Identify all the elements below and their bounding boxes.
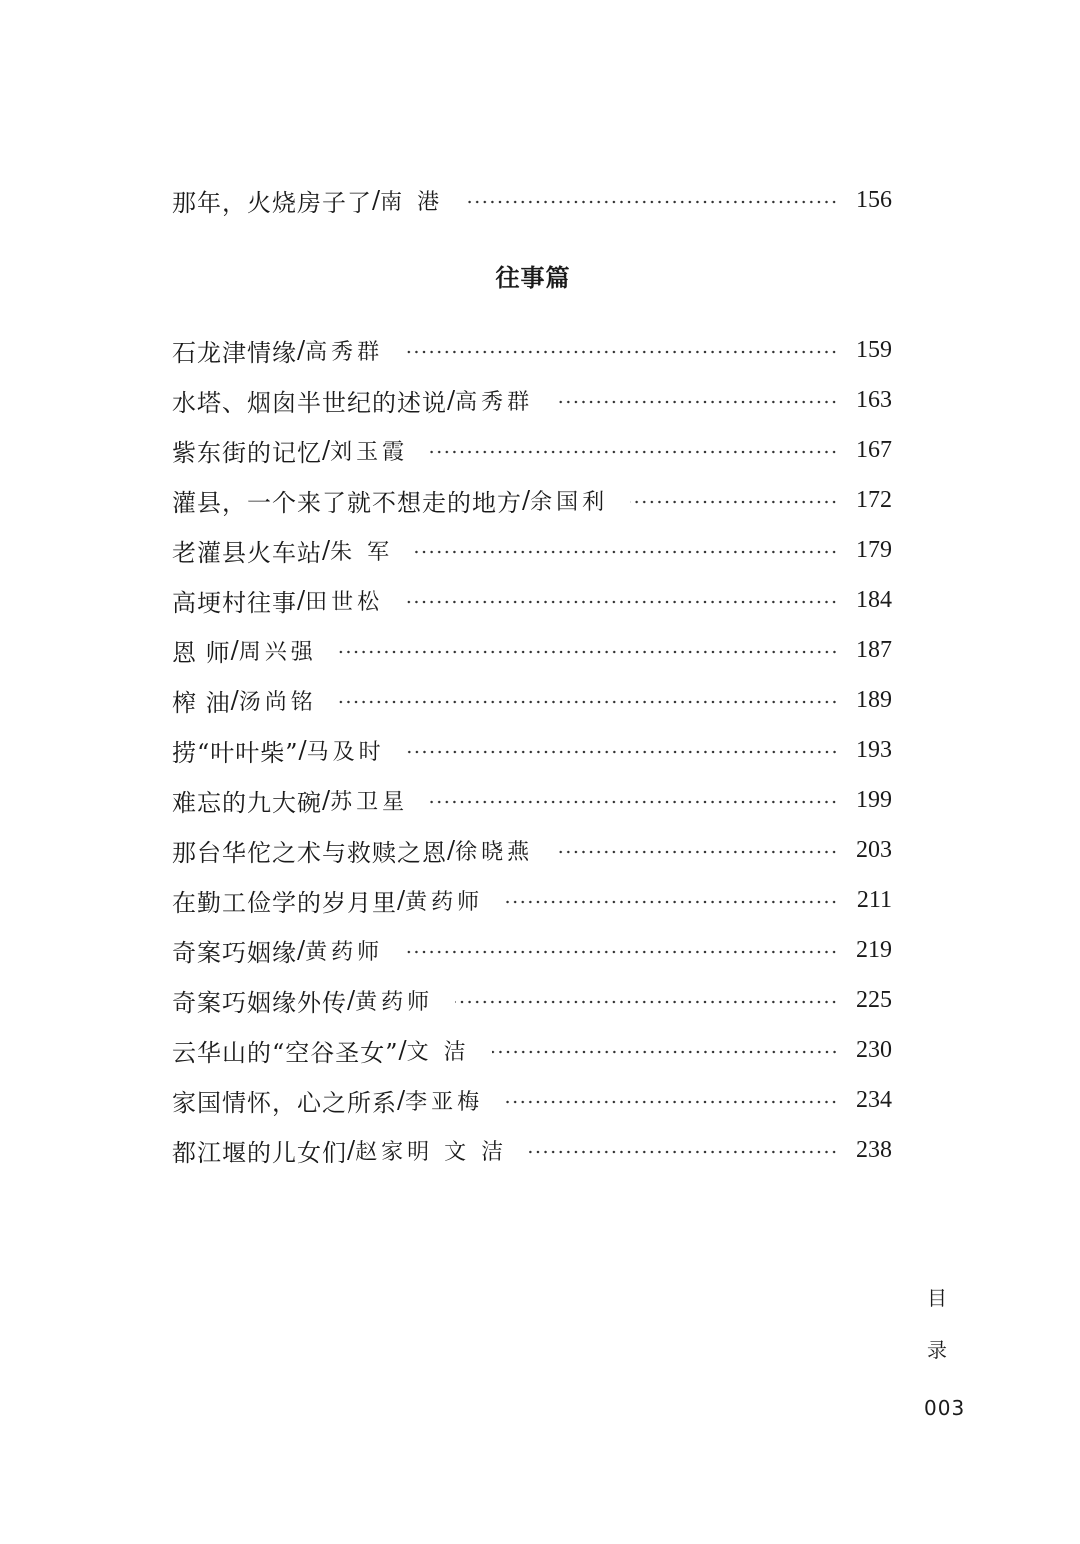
entry-author: 高秀群 (305, 339, 384, 365)
entry-separator: / (397, 1086, 406, 1114)
entry-title: 高埂村往事 (172, 588, 297, 617)
entry-page-number: 163 (856, 386, 892, 413)
entry-title: 恩 师 (172, 638, 231, 667)
toc-entry[interactable] (172, 430, 892, 470)
entry-author: 黄药师 (355, 989, 434, 1015)
toc-entry[interactable] (172, 980, 892, 1020)
entry-page-number: 211 (856, 886, 892, 913)
entry-author: 汤尚铭 (238, 689, 317, 715)
entry-separator: / (347, 1136, 356, 1164)
entry-separator: / (322, 436, 331, 464)
entry-page-number: 219 (856, 936, 892, 963)
entry-page-number: 167 (856, 436, 892, 463)
entry-separator: / (447, 836, 456, 864)
entry-separator: / (322, 786, 331, 814)
dot-leader (455, 1000, 838, 1004)
dot-leader (415, 550, 838, 554)
toc-entry[interactable] (172, 780, 892, 820)
dot-leader (555, 850, 838, 854)
entry-author: 马及时 (306, 739, 385, 765)
entry-author: 高秀群 (455, 389, 534, 415)
entry-title: 灌县，一个来了就不想走的地方 (172, 488, 522, 517)
toc-entry[interactable] (172, 330, 892, 370)
dot-leader (405, 350, 838, 354)
entry-author: 文 洁 (406, 1039, 470, 1065)
running-label-char: 录 (927, 1338, 947, 1362)
entry-author: 余国利 (530, 489, 609, 515)
dot-leader (630, 500, 838, 504)
entry-separator: / (297, 586, 306, 614)
entry-page-number: 184 (856, 586, 892, 613)
entry-page-number: 225 (856, 986, 892, 1013)
entry-separator: / (297, 936, 306, 964)
entry-author: 南 港 (380, 189, 444, 215)
toc-entry[interactable] (172, 180, 892, 220)
entry-separator: / (347, 986, 356, 1014)
toc-entry[interactable] (172, 680, 892, 720)
dot-leader (405, 950, 838, 954)
toc-entry[interactable] (172, 630, 892, 670)
entry-separator: / (397, 886, 406, 914)
dot-leader (529, 1150, 838, 1154)
page-folio: 003 (924, 1396, 966, 1420)
entry-author: 田世松 (305, 589, 384, 615)
entry-title: 在勤工俭学的岁月里 (172, 888, 397, 917)
entry-title: 紫东街的记忆 (172, 438, 322, 467)
entry-page-number: 234 (856, 1086, 892, 1113)
entry-page-number: 193 (856, 736, 892, 763)
toc-entry[interactable] (172, 880, 892, 920)
entry-page-number: 179 (856, 536, 892, 563)
entry-title: 那年，火烧房子了 (172, 188, 372, 217)
toc-entry[interactable] (172, 830, 892, 870)
running-label-char: 目 (927, 1286, 947, 1310)
toc-entry[interactable] (172, 1080, 892, 1120)
entry-author: 周兴强 (238, 639, 317, 665)
dot-leader (492, 1050, 838, 1054)
dot-leader (465, 200, 838, 204)
entry-page-number: 189 (856, 686, 892, 713)
entry-author: 黄药师 (305, 939, 384, 965)
section-heading: 往事篇 (495, 264, 571, 292)
entry-title: 奇案巧姻缘外传 (172, 988, 347, 1017)
entry-author: 苏卫星 (330, 789, 409, 815)
entry-page-number: 172 (856, 486, 892, 513)
toc-entry[interactable] (172, 730, 892, 770)
entry-title: 家国情怀，心之所系 (172, 1088, 397, 1117)
entry-separator: / (230, 636, 239, 664)
dot-leader (430, 450, 838, 454)
entry-title: 水塔、烟囱半世纪的述说 (172, 388, 447, 417)
toc-entry[interactable] (172, 1130, 892, 1170)
dot-leader (407, 750, 838, 754)
toc-entry[interactable] (172, 580, 892, 620)
entry-separator: / (398, 1036, 407, 1064)
dot-leader (430, 800, 838, 804)
toc-entry[interactable] (172, 530, 892, 570)
entry-title: 都江堰的儿女们 (172, 1138, 347, 1167)
entry-separator: / (322, 536, 331, 564)
entry-title: 石龙津情缘 (172, 338, 297, 367)
toc-entry[interactable] (172, 1030, 892, 1070)
entry-page-number: 159 (856, 336, 892, 363)
entry-separator: / (230, 686, 239, 714)
entry-page-number: 187 (856, 636, 892, 663)
toc-entry[interactable] (172, 480, 892, 520)
entry-author: 黄药师 (405, 889, 484, 915)
entry-title: 奇案巧姻缘 (172, 938, 297, 967)
dot-leader (339, 650, 838, 654)
entry-separator: / (297, 336, 306, 364)
dot-leader (505, 900, 838, 904)
dot-leader (505, 1100, 838, 1104)
entry-title: 那台华佗之术与救赎之恩 (172, 838, 447, 867)
entry-page-number: 156 (856, 186, 892, 213)
entry-title: 云华山的“空谷圣女” (172, 1038, 399, 1067)
toc-entry[interactable] (172, 930, 892, 970)
entry-author: 朱 军 (330, 539, 394, 565)
entry-page-number: 238 (856, 1136, 892, 1163)
entry-title: 榨 油 (172, 688, 231, 717)
entry-author: 赵家明 文 洁 (355, 1139, 508, 1165)
entry-separator: / (372, 186, 381, 214)
dot-leader (339, 700, 838, 704)
entry-separator: / (298, 736, 307, 764)
entry-page-number: 230 (856, 1036, 892, 1063)
entry-separator: / (522, 486, 531, 514)
toc-entry[interactable] (172, 380, 892, 420)
entry-title: 捞“叶叶柴” (172, 738, 299, 767)
entry-title: 老灌县火车站 (172, 538, 322, 567)
entry-separator: / (447, 386, 456, 414)
dot-leader (555, 400, 838, 404)
entry-author: 李亚梅 (405, 1089, 484, 1115)
dot-leader (405, 600, 838, 604)
entry-page-number: 199 (856, 786, 892, 813)
entry-author: 徐晓燕 (455, 839, 534, 865)
entry-page-number: 203 (856, 836, 892, 863)
entry-author: 刘玉霞 (330, 439, 409, 465)
entry-title: 难忘的九大碗 (172, 788, 322, 817)
